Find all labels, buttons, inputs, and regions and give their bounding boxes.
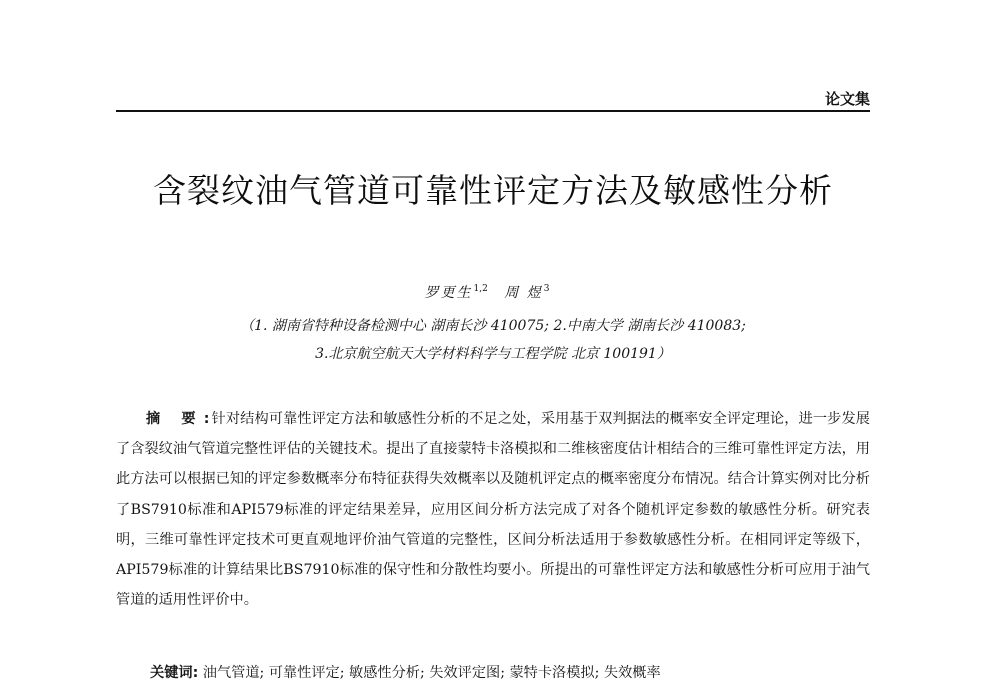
abstract-label: 摘 要: (146, 411, 218, 427)
paper-title: 含裂纹油气管道可靠性评定方法及敏感性分析 (153, 171, 833, 210)
abstract-text: 针对结构可靠性评定方法和敏感性分析的不足之处，采用基于双判据法的概率安全评定理论，进一步发展了含裂纹油气管道完整性评估的关键技术。提出了直接蒙特卡洛模拟和二维核密度估计相结合的三维可靠性评定方法，用此方法可以根据已知的评定参数概率分布特征获得失效概率以及随机评定点的概率密度分布情况。结合计算实例对比分析了BS7910标准和API579标准的评定结果差异，应用区间分析方法完成了对各个随机评定参数的敏感性分析。研究表明，三维可靠性评定技术可更直观地评价油气管道的完整性，区间分析法适用于参数敏感性分析。在相同评定等级下，API579标准的计算结果比BS7910标准的保守性和分散性均要小。所提出的可靠性评定方法和敏感性分析可应用于油气管道的适用性评价中。 (116, 411, 870, 609)
header-rule (116, 110, 870, 112)
keywords-text: 油气管道; 可靠性评定; 敏感性分析; 失效评定图; 蒙特卡洛模拟; 失效概率 (202, 665, 661, 681)
author-name: 周 煜 (504, 285, 543, 301)
keywords-label: 关键词: (150, 665, 199, 681)
keywords (150, 662, 870, 682)
author-list (116, 282, 870, 302)
author-affil-ref: 1,2 (473, 284, 488, 294)
author-affil-ref: 3 (543, 284, 550, 294)
author-name: 罗更生 (424, 285, 473, 301)
abstract (116, 404, 870, 615)
affiliation-line: （1. 湖南省特种设备检测中心 湖南长沙 410075; 2.中南大学 湖南长沙 410083; (240, 318, 746, 334)
affiliation-line: 3.北京航空航天大学材料科学与工程学院 北京 100191） (315, 346, 671, 362)
header-label: 论文集 (824, 90, 870, 108)
